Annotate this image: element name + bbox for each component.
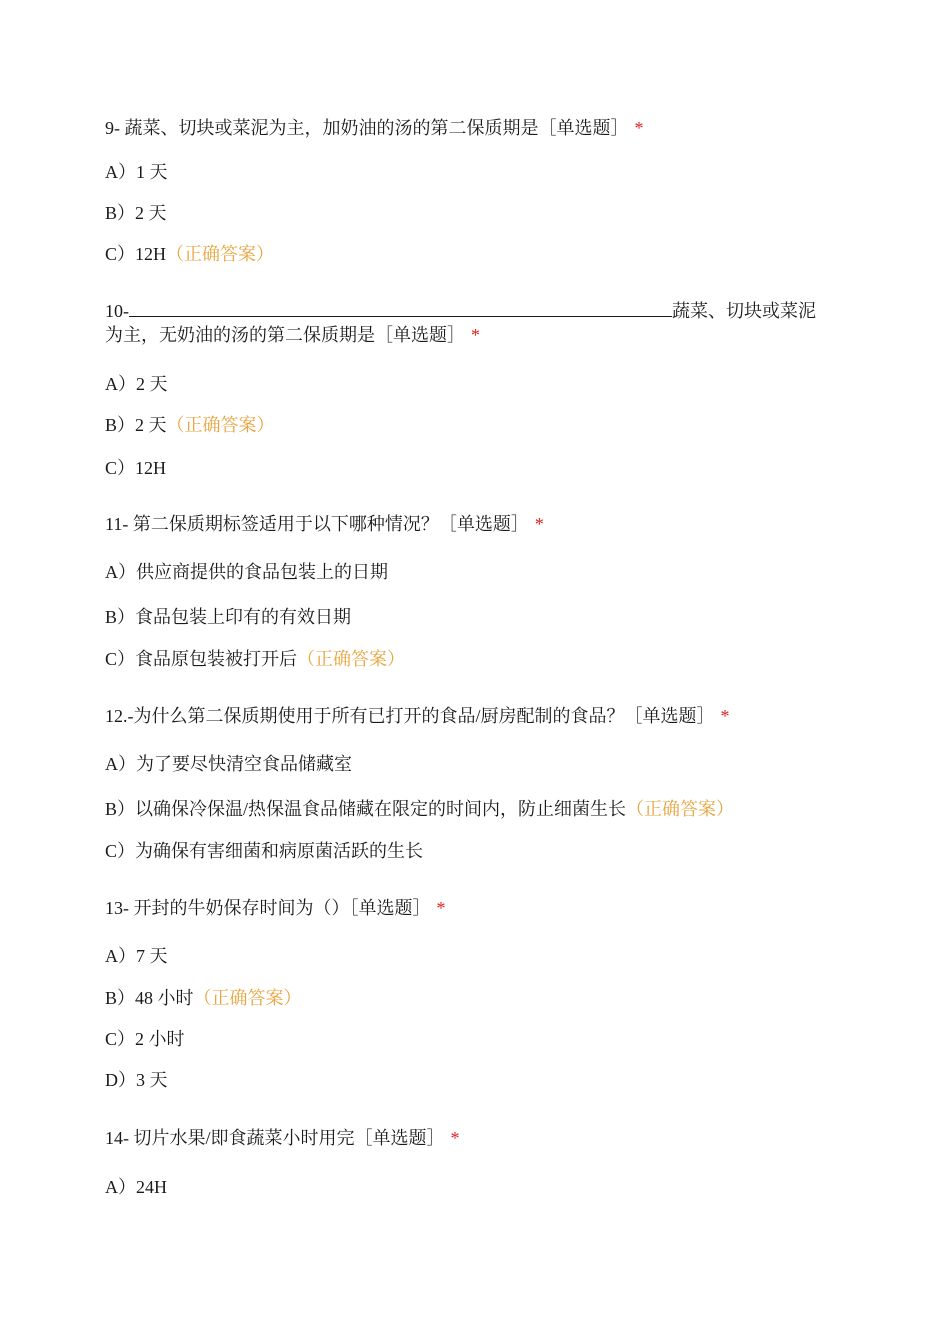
- q11-option-a[interactable]: [105, 560, 845, 584]
- required-marker: *: [471, 325, 480, 345]
- q10-option-b[interactable]: [105, 413, 845, 437]
- correct-answer-tag: （正确答案）: [297, 649, 406, 669]
- option-label: B）2 天: [105, 203, 167, 223]
- option-label: A）1 天: [105, 162, 168, 182]
- option-label: C）为确保有害细菌和病原菌活跃的生长: [105, 841, 424, 861]
- q9-option-a[interactable]: [105, 160, 845, 184]
- option-label: A）2 天: [105, 374, 168, 394]
- question-9: [105, 116, 845, 140]
- question-10-prefix: 10-: [105, 301, 129, 321]
- question-11-text: 11- 第二保质期标签适用于以下哪种情况？［单选题］: [105, 514, 529, 534]
- correct-answer-tag: （正确答案）: [193, 988, 302, 1008]
- option-label: C）12H: [105, 458, 167, 478]
- q11-option-c[interactable]: [105, 647, 845, 671]
- q9-option-b[interactable]: [105, 201, 845, 225]
- option-label: D）3 天: [105, 1070, 168, 1090]
- required-marker: *: [720, 706, 730, 726]
- q13-option-a[interactable]: [105, 944, 845, 968]
- question-10-text-part2: 为主，无奶油的汤的第二保质期是［单选题］: [105, 325, 465, 345]
- option-label: B）食品包装上印有的有效日期: [105, 607, 352, 627]
- q9-option-c[interactable]: [105, 242, 845, 266]
- question-10-text-part1: 蔬菜、切块或菜泥: [672, 301, 816, 321]
- question-10-line1: [105, 299, 845, 323]
- correct-answer-tag: （正确答案）: [166, 244, 275, 264]
- required-marker: *: [634, 118, 644, 138]
- question-11: [105, 512, 845, 536]
- q10-option-a[interactable]: [105, 372, 845, 396]
- option-label: B）2 天: [105, 415, 167, 435]
- question-12: [105, 704, 845, 728]
- option-label: C）2 小时: [105, 1029, 185, 1049]
- q13-option-d[interactable]: [105, 1068, 845, 1092]
- correct-answer-tag: （正确答案）: [626, 799, 735, 819]
- correct-answer-tag: （正确答案）: [166, 415, 275, 435]
- q13-option-b[interactable]: [105, 986, 845, 1010]
- question-13-text: 13- 开封的牛奶保存时间为（）［单选题］: [105, 898, 431, 918]
- option-label: A）为了要尽快清空食品储藏室: [105, 754, 352, 774]
- option-label: A）24H: [105, 1177, 167, 1197]
- required-marker: *: [436, 898, 446, 918]
- question-9-text: 9- 蔬菜、切块或菜泥为主，加奶油的汤的第二保质期是［单选题］: [105, 118, 629, 138]
- question-10-line2: [105, 323, 845, 347]
- q13-option-c[interactable]: [105, 1027, 845, 1051]
- question-12-text: 12.-为什么第二保质期使用于所有已打开的食品/厨房配制的食品？［单选题］: [105, 706, 715, 726]
- option-label: B）48 小时: [105, 988, 194, 1008]
- required-marker: *: [450, 1128, 460, 1148]
- q12-option-a[interactable]: [105, 752, 845, 776]
- question-13: [105, 896, 845, 920]
- option-label: C）食品原包装被打开后: [105, 649, 298, 669]
- q10-option-c[interactable]: [105, 456, 845, 480]
- question-14: [105, 1126, 845, 1150]
- option-label: C）12H: [105, 244, 167, 264]
- q12-option-c[interactable]: [105, 839, 845, 863]
- q14-option-a[interactable]: [105, 1175, 845, 1199]
- q11-option-b[interactable]: [105, 605, 845, 629]
- question-14-text: 14- 切片水果/即食蔬菜小时用完［单选题］: [105, 1128, 445, 1148]
- option-label: B）以确保冷保温/热保温食品储藏在限定的时间内，防止细菌生长: [105, 799, 627, 819]
- q12-option-b[interactable]: [105, 797, 845, 821]
- option-label: A）7 天: [105, 946, 168, 966]
- required-marker: *: [534, 514, 544, 534]
- fill-blank: [129, 299, 672, 317]
- option-label: A）供应商提供的食品包装上的日期: [105, 562, 388, 582]
